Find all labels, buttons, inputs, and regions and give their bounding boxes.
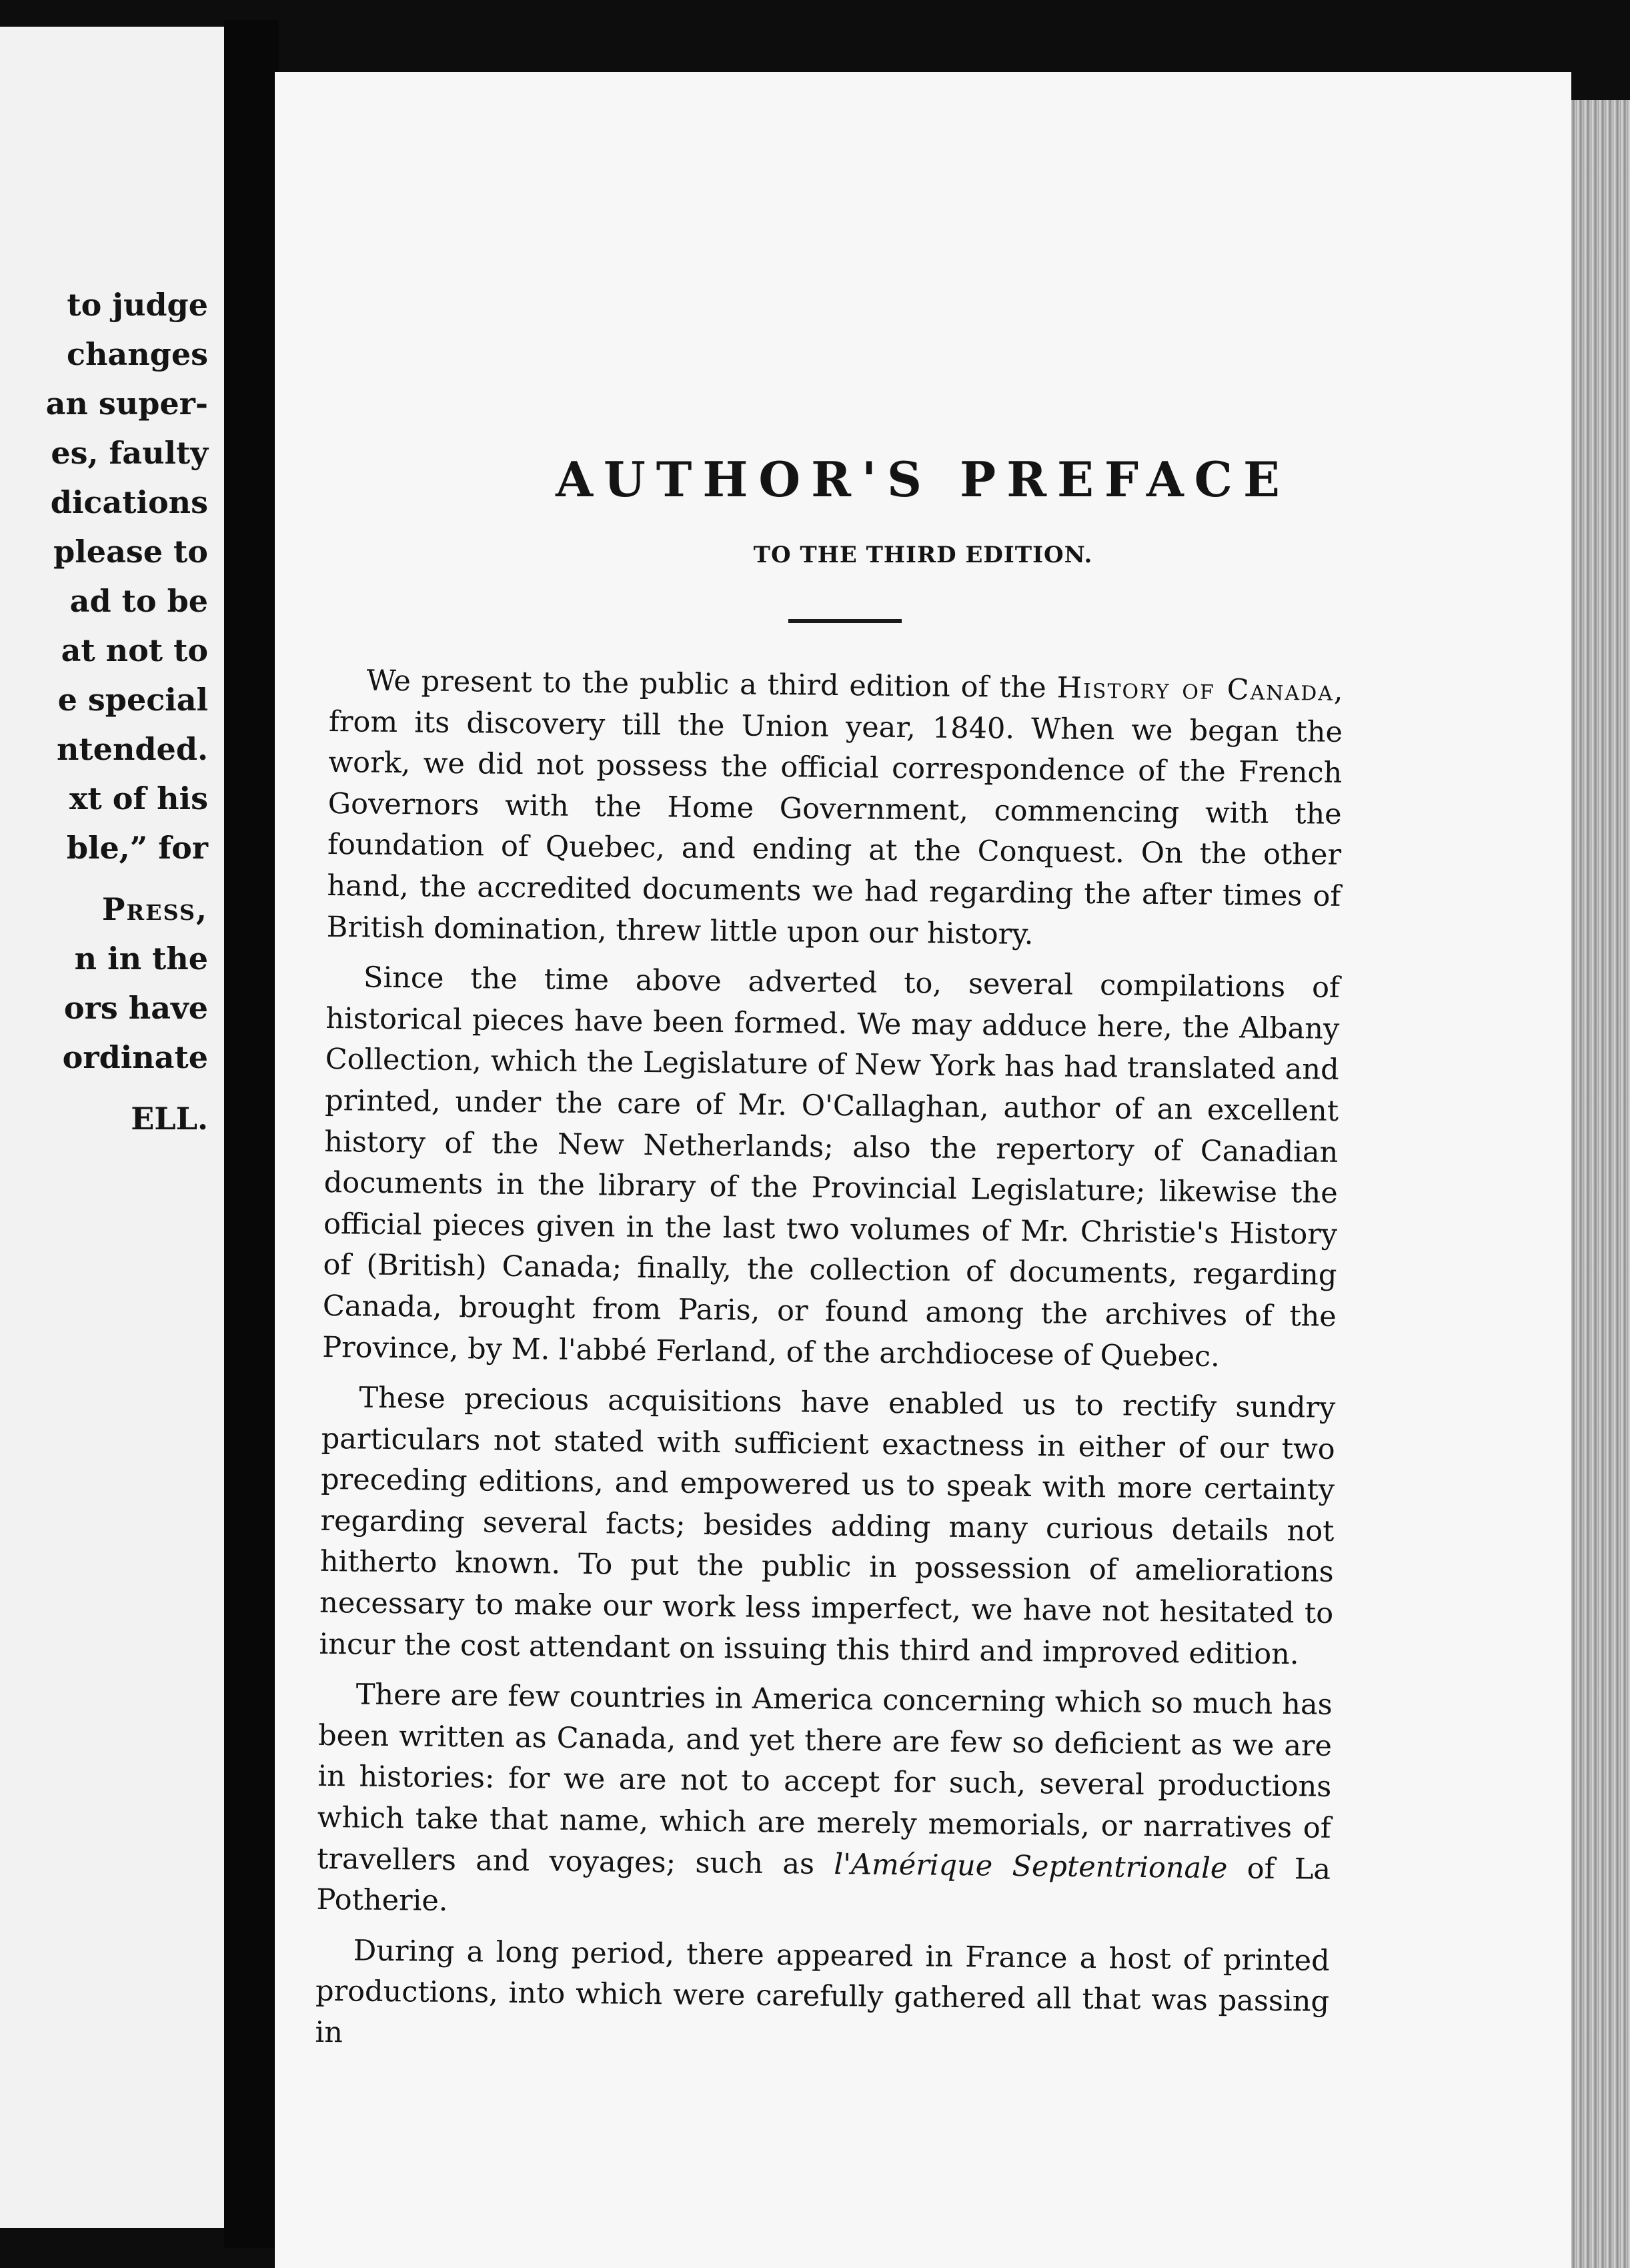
paragraph-1-start: We present to the public a third edition of the xyxy=(366,664,1057,705)
preface-body xyxy=(315,660,1343,2073)
left-line: ELL. xyxy=(131,1101,208,1137)
left-line: an super- xyxy=(45,386,208,422)
left-line: n in the xyxy=(74,941,208,977)
paragraph-1 xyxy=(326,660,1343,959)
left-line: ors have xyxy=(63,990,208,1026)
left-page xyxy=(0,27,227,2228)
left-line: please to xyxy=(53,534,208,570)
left-line: ad to be xyxy=(69,583,208,619)
page-subtitle: TO THE THIRD EDITION. xyxy=(753,542,1093,568)
left-line: ble,” for xyxy=(66,830,208,866)
left-line: at not to xyxy=(61,632,208,668)
paragraph-4 xyxy=(316,1674,1333,1931)
left-line: ordinate xyxy=(62,1039,208,1075)
book-title-smallcaps: History of Canada xyxy=(1056,671,1335,708)
left-line: e special xyxy=(57,682,208,718)
left-line: xt of his xyxy=(69,780,208,816)
left-line: es, faulty xyxy=(51,435,208,471)
paragraph-2: Since the time above adverted to, several compilations of historical pieces have been formed. We may adduce here, the Albany Collection, which the Legislature of New York has had translated and printed, under the care of Mr. O'Callaghan, author of an excellent history of the New Netherlands; also the repertory of Canadian documents in the library of the Provincial Legislature; likewise the official pieces given in the last two volumes of Mr. Christie's History of (British) Canada; finally, the collection of documents, regarding Canada, brought from Paris, or found among the archives of the Province, by M. l'abbé Ferland, of the archdiocese of Quebec. xyxy=(321,961,1341,1373)
page-stack-edge xyxy=(1569,100,1630,2268)
paragraph-4-start: There are few countries in America concerning which so much has been written as Canada, and yet there are few so deficient as we are in histories: for we are not to accept for such, several productions which take that name, which are merely memorials, or narratives of travellers and voyages; such as xyxy=(316,1678,1333,1881)
left-line: ntended. xyxy=(56,731,208,767)
title-rule xyxy=(788,619,902,623)
paragraph-1-rest: , from its discovery till the Union year, 1840. When we began the work, we did not possess the official correspondence of the French Governors with the Home Government, commencing with the foundation of Quebec, and ending at the Conquest. On the other hand, the accredited documents we had regarding the after times of British domination, threw little upon our history. xyxy=(326,674,1343,951)
left-line: changes xyxy=(66,336,208,372)
left-line: Press, xyxy=(101,891,208,927)
main-page xyxy=(275,72,1571,2268)
page-title: AUTHOR'S PREFACE xyxy=(556,451,1291,508)
left-line: dications xyxy=(50,484,208,520)
paragraph-3: These precious acquisitions have enabled us to rectify sundry particulars not stated with sufficient exactness in either of our two preceding editions, and empowered us to speak with more certainty regarding several facts; besides adding many curious details not hitherto known. To put the public in possession of ameliorations necessary to make our work less imperfect, we have not hesitated to incur the cost attendant on issuing this third and improved edition. xyxy=(319,1381,1336,1671)
italic-work-title: l'Amérique Septentrionale xyxy=(834,1847,1228,1885)
book-gutter xyxy=(224,20,279,2248)
left-line: to judge xyxy=(67,287,208,323)
paragraph-4-rest: of La Potherie. xyxy=(316,1851,1331,1918)
paragraph-5: During a long period, there appeared in France a host of printed productions, into which were carefully gathered all that was passing in xyxy=(315,1934,1330,2050)
left-page-text xyxy=(0,280,208,1143)
